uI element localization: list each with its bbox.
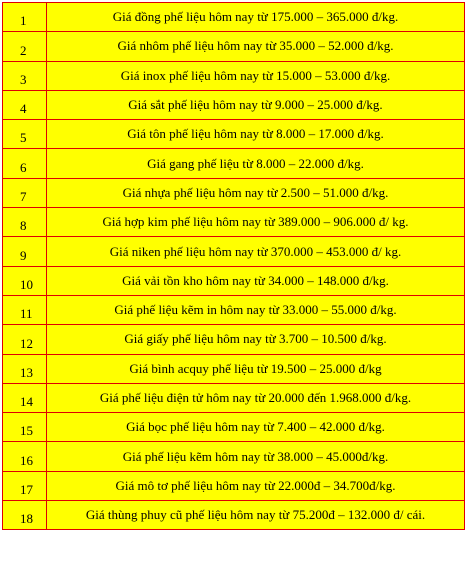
row-description: Giá mô tơ phế liệu hôm nay từ 22.000đ – 34.700đ/kg. [47,471,465,500]
table-row [3,32,465,61]
row-number: 9 [3,237,47,266]
row-description: Giá gang phế liệu từ 8.000 – 22.000 đ/kg. [47,149,465,178]
row-number: 3 [3,61,47,90]
row-description: Giá thùng phuy cũ phế liệu hôm nay từ 75.200đ – 132.000 đ/ cái. [47,501,465,530]
table-row [3,3,465,32]
row-number: 6 [3,149,47,178]
table-row [3,413,465,442]
row-number: 16 [3,442,47,471]
table-row [3,501,465,530]
row-description: Giá bình acquy phế liệu từ 19.500 – 25.000 đ/kg [47,354,465,383]
row-description: Giá tôn phế liệu hôm nay từ 8.000 – 17.000 đ/kg. [47,120,465,149]
row-number: 14 [3,383,47,412]
row-description: Giá hợp kim phế liệu hôm nay từ 389.000 – 906.000 đ/ kg. [47,208,465,237]
scrap-price-table [2,2,465,530]
row-number: 10 [3,266,47,295]
row-number: 4 [3,90,47,119]
row-number: 11 [3,295,47,324]
table-row [3,208,465,237]
table-row [3,354,465,383]
row-number: 7 [3,178,47,207]
table-row [3,178,465,207]
row-description: Giá phế liệu kẽm hôm nay từ 38.000 – 45.000đ/kg. [47,442,465,471]
row-description: Giá nhựa phế liệu hôm nay từ 2.500 – 51.000 đ/kg. [47,178,465,207]
row-description: Giá giấy phế liệu hôm nay từ 3.700 – 10.500 đ/kg. [47,325,465,354]
row-description: Giá sắt phế liệu hôm nay từ 9.000 – 25.000 đ/kg. [47,90,465,119]
row-description: Giá phế liệu điện tử hôm nay từ 20.000 đến 1.968.000 đ/kg. [47,383,465,412]
row-number: 1 [3,3,47,32]
table-row [3,471,465,500]
row-number: 17 [3,471,47,500]
row-description: Giá đồng phế liệu hôm nay từ 175.000 – 365.000 đ/kg. [47,3,465,32]
table-row [3,120,465,149]
row-number: 12 [3,325,47,354]
row-description: Giá niken phế liệu hôm nay từ 370.000 – 453.000 đ/ kg. [47,237,465,266]
row-number: 13 [3,354,47,383]
table-row [3,295,465,324]
table-row [3,237,465,266]
table-row [3,442,465,471]
row-description: Giá inox phế liệu hôm nay từ 15.000 – 53.000 đ/kg. [47,61,465,90]
table-row [3,325,465,354]
row-description: Giá vải tồn kho hôm nay từ 34.000 – 148.000 đ/kg. [47,266,465,295]
table-row [3,90,465,119]
row-description: Giá bọc phế liệu hôm nay từ 7.400 – 42.000 đ/kg. [47,413,465,442]
table-row [3,266,465,295]
table-row [3,149,465,178]
row-number: 15 [3,413,47,442]
table-row [3,61,465,90]
row-number: 2 [3,32,47,61]
row-description: Giá phế liệu kẽm in hôm nay từ 33.000 – 55.000 đ/kg. [47,295,465,324]
row-number: 18 [3,501,47,530]
row-description: Giá nhôm phế liệu hôm nay từ 35.000 – 52.000 đ/kg. [47,32,465,61]
row-number: 8 [3,208,47,237]
table-row [3,383,465,412]
row-number: 5 [3,120,47,149]
